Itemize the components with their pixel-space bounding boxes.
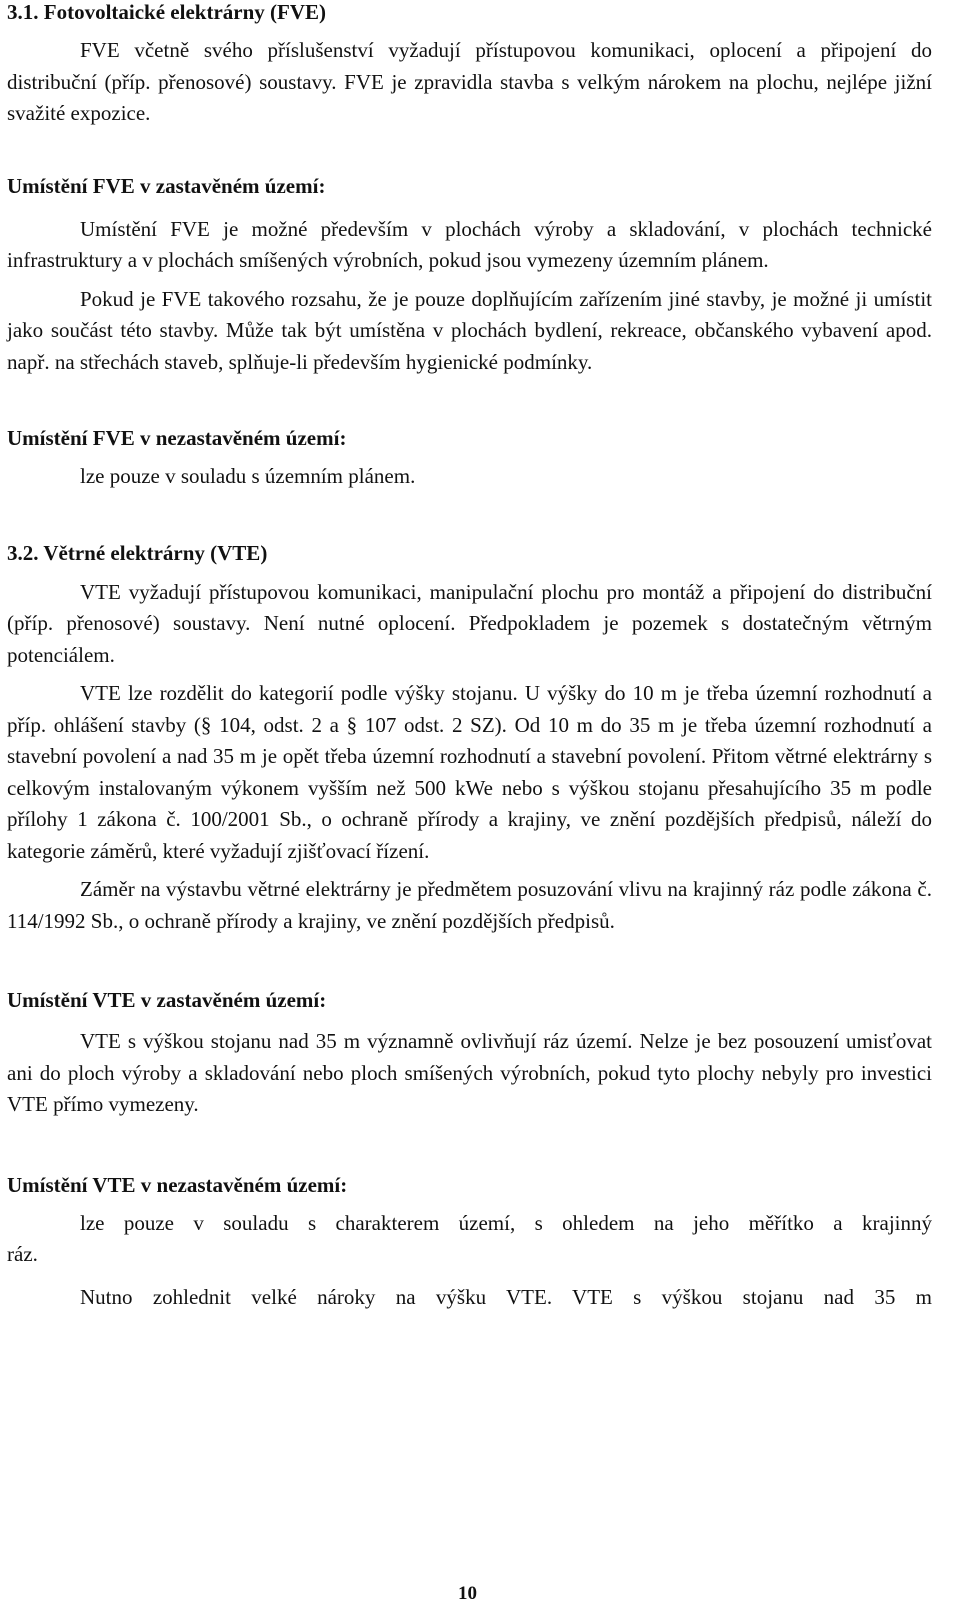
fve-built-paragraph-1: Umístění FVE je možné především v plochách výroby a skladování, v plochách technické infrastruktury a v plochách smíšených výrobních, pokud jsou vymezeny územním plánem.: [7, 216, 932, 272]
vte-unbuilt-paragraph-1-continuation: ráz.: [7, 1242, 38, 1266]
vte-unbuilt-paragraph-2: Nutno zohlednit velké nároky na výšku VTE. VTE s výškou stojanu nad 35 m: [80, 1284, 932, 1309]
vte-intro-paragraph: VTE vyžadují přístupovou komunikaci, manipulační plochu pro montáž a připojení do distribuční (příp. přenosové) soustavy. Není nutné oplocení. Předpokladem je pozemek s dostatečným větrným potenciálem.: [7, 579, 932, 667]
vte-built-paragraph: VTE s výškou stojanu nad 35 m významně ovlivňují ráz území. Nelze je bez posouzení umisťovat ani do ploch výroby a skladování nebo ploch smíšených výrobních, pokud tyto plochy nebyly pro investici VTE přímo vymezeny.: [7, 1029, 932, 1116]
vte-unbuilt-paragraph-1: lze pouze v souladu s charakterem území, s ohledem na jeho měřítko a krajinný: [80, 1210, 932, 1235]
subheading-vte-built-area: Umístění VTE v zastavěném území:: [7, 988, 327, 1012]
fve-unbuilt-paragraph: lze pouze v souladu s územním plánem.: [80, 464, 416, 488]
subheading-vte-unbuilt-area: Umístění VTE v nezastavěném území:: [7, 1172, 348, 1197]
page-number: 10: [458, 1583, 477, 1604]
fve-intro-paragraph: FVE včetně svého příslušenství vyžadují přístupovou komunikaci, oplocení a připojení do distribuční (příp. přenosové) soustavy. FVE je zpravidla stavba s velkým nárokem na plochu, nejlépe jižní svažité expozice.: [7, 38, 932, 125]
section-heading-fve: 3.1. Fotovoltaické elektrárny (FVE): [7, 0, 327, 24]
subheading-fve-built-area: Umístění FVE v zastavěném území:: [7, 173, 326, 198]
fve-built-paragraph-2: Pokud je FVE takového rozsahu, že je pouze doplňujícím zařízením jiné stavby, je možné ji umístit jako součást této stavby. Může tak být umístěna v plochách bydlení, rekreace, občanského vybavení apod. např. na střechách staveb, splňuje-li především hygienické podmínky.: [7, 286, 932, 374]
vte-categories-paragraph: VTE lze rozdělit do kategorií podle výšky stojanu. U výšky do 10 m je třeba územní rozhodnutí a příp. ohlášení stavby (§ 104, odst. 2 a § 107 odst. 2 SZ). Od 10 m do 35 m je třeba územní rozhodnutí a stavební povolení a nad 35 m je opět třeba územní rozhodnutí a stavební povolení. Přitom větrné elektrárny s celkovým instalovaným výkonem vyšším než 500 kWe nebo s výškou stojanu přesahujícího 35 m podle přílohy 1 zákona č. 100/2001 Sb., o ochraně přírody a krajiny, ve znění pozdějších předpisů, náleží do kategorie záměrů, které vyžadují zjišťovací řízení.: [7, 681, 932, 863]
document-page: [7, 0, 932, 1313]
vte-landscape-paragraph: Záměr na výstavbu větrné elektrárny je předmětem posuzování vlivu na krajinný ráz podle zákona č. 114/1992 Sb., o ochraně přírody a krajiny, ve znění pozdějších předpisů.: [7, 877, 932, 933]
section-heading-vte: 3.2. Větrné elektrárny (VTE): [7, 540, 268, 565]
subheading-fve-unbuilt-area: Umístění FVE v nezastavěném území:: [7, 426, 347, 450]
